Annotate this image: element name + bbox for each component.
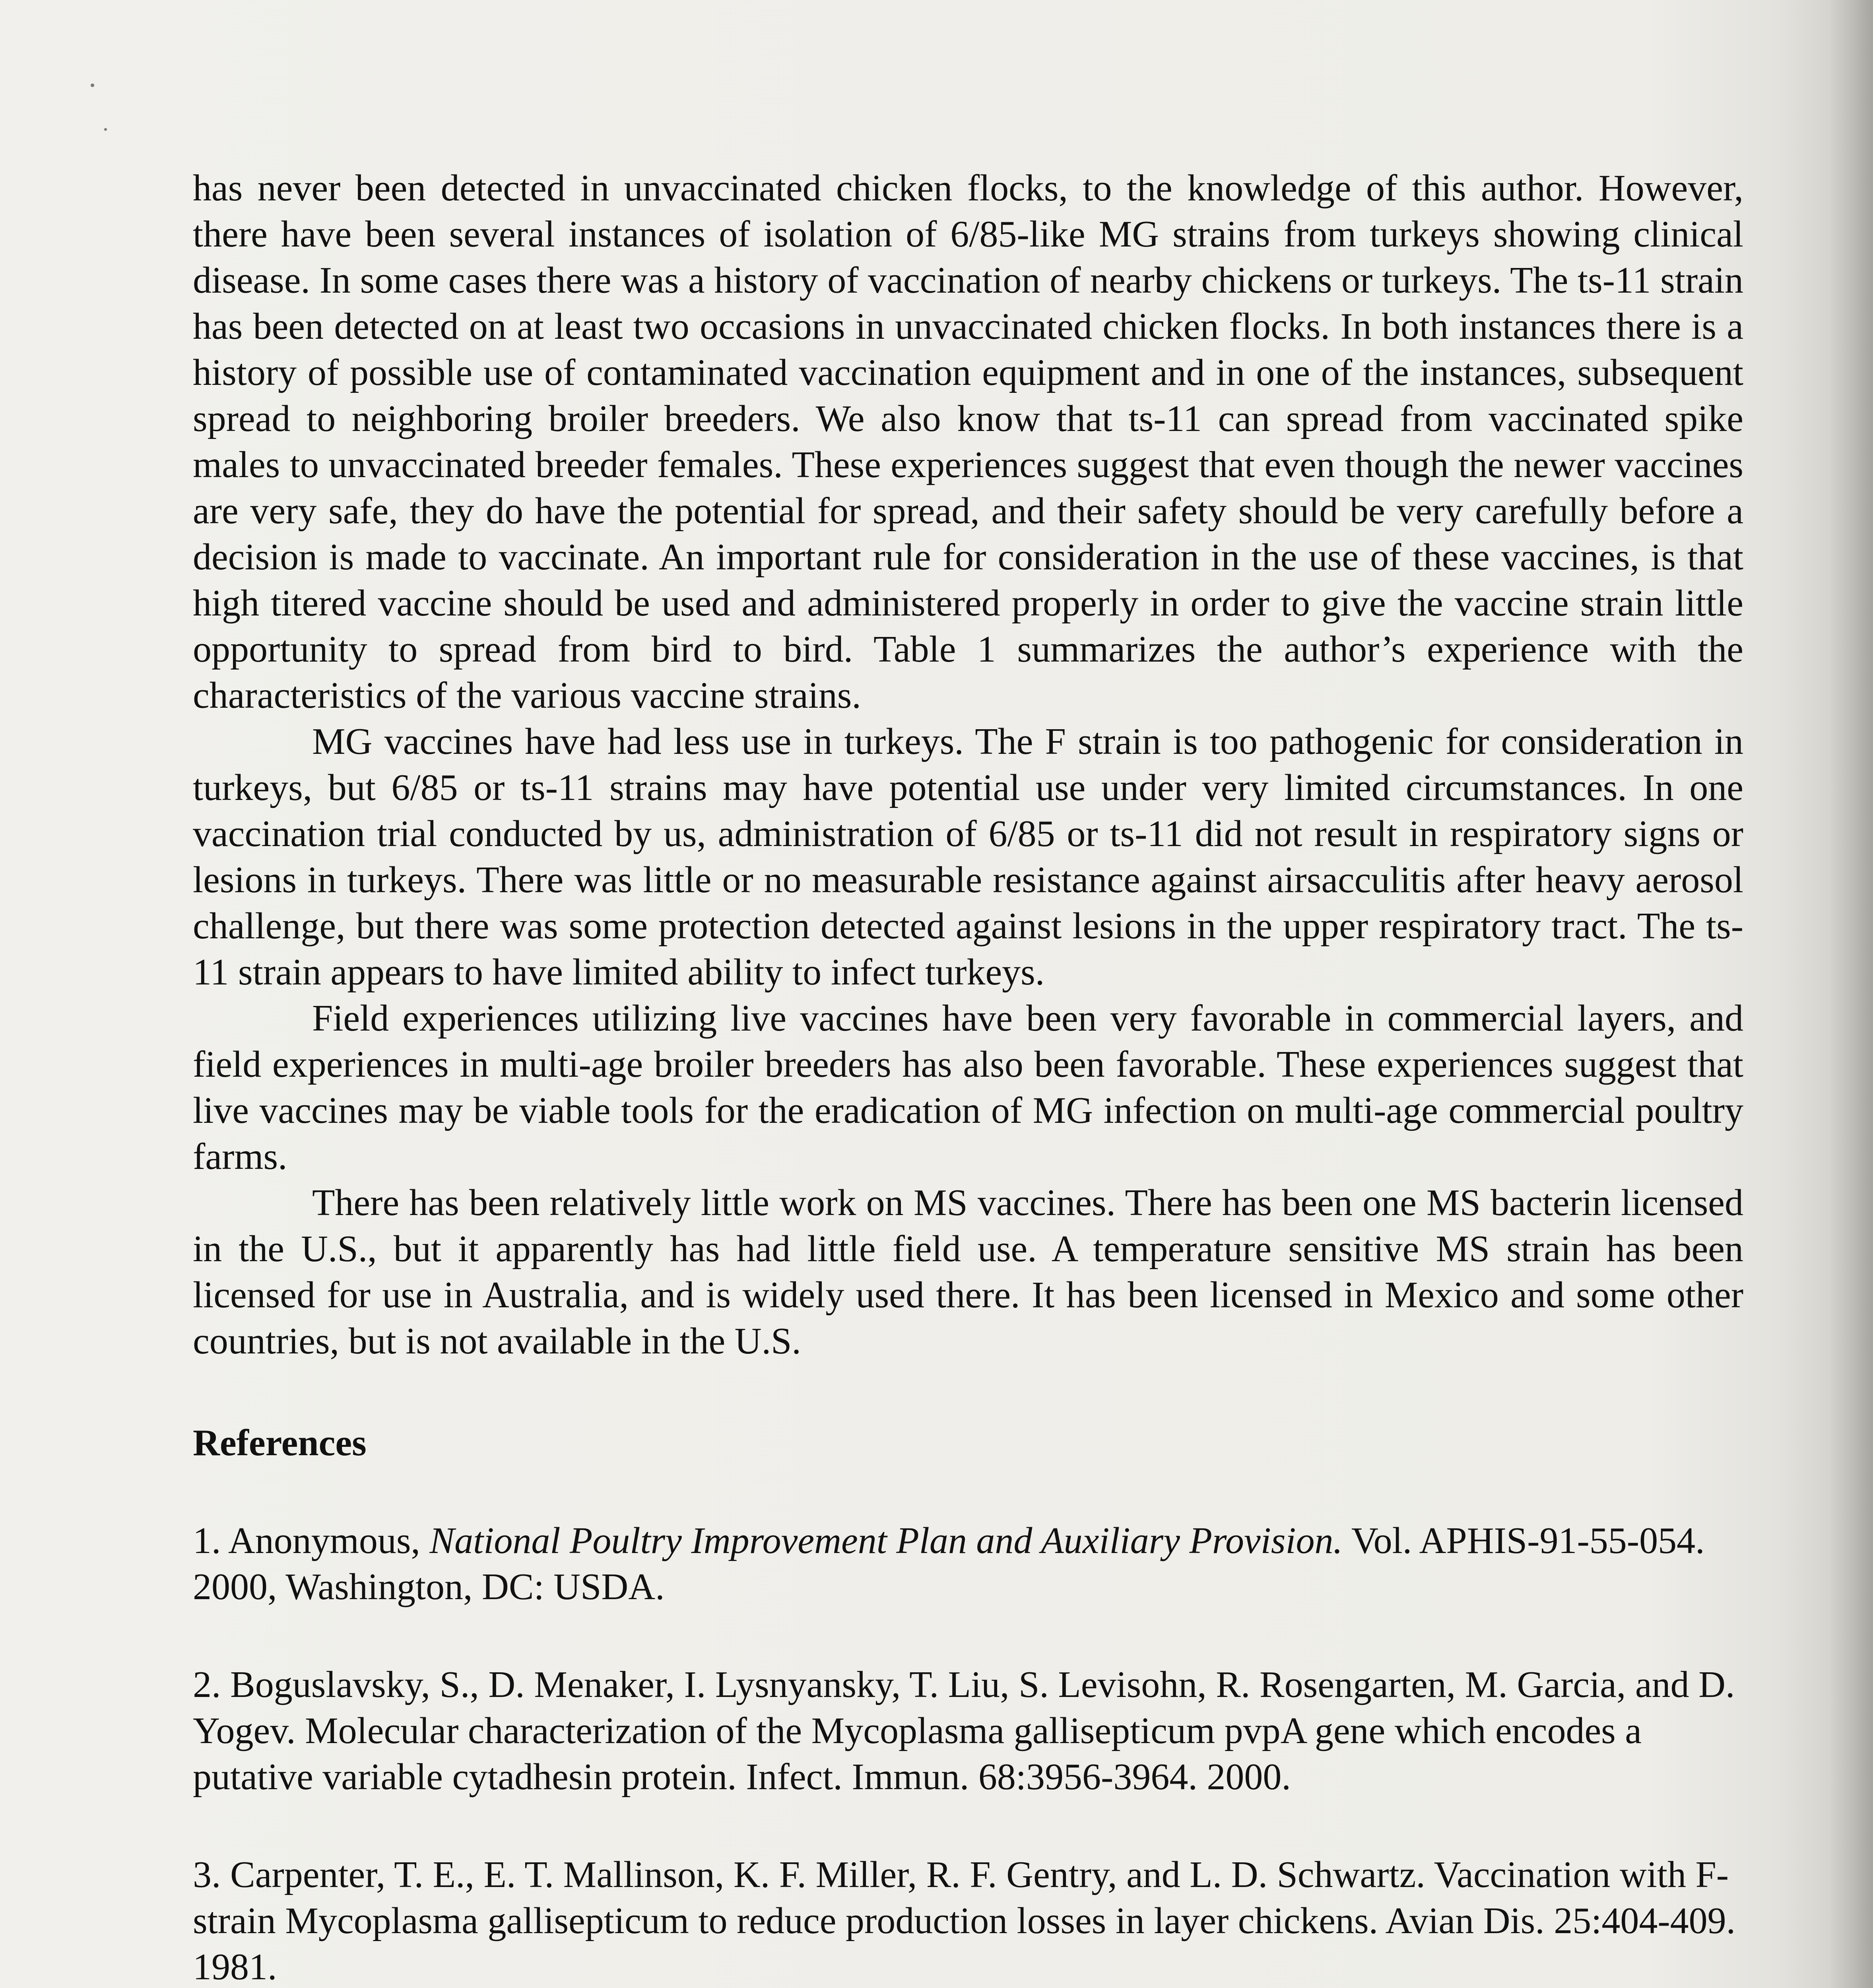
reference-3-text: 3. Carpenter, T. E., E. T. Mallinson, K. F. Miller, R. F. Gentry, and L. D. Schwartz. Vaccination with F-strain Mycoplasma gallisepticum to reduce production losses in layer chickens. Avian Dis. 25:404-409. 1981.	[193, 1854, 1736, 1988]
body-paragraph-3: Field experiences utilizing live vaccines have been very favorable in commercial layers, and field experiences in multi-age broiler breeders has also been favorable. These experiences suggest that live vaccines may be viable tools for the eradication of MG infection on multi-age commercial poultry farms.	[193, 998, 1743, 1177]
reference-item-1	[193, 1518, 1743, 1610]
reference-1-authors: 1. Anonymous,	[193, 1520, 430, 1561]
document-body	[193, 165, 1743, 1988]
scan-speck	[91, 83, 94, 87]
reference-1-title: National Poultry Improvement Plan and Auxiliary Provision.	[429, 1520, 1343, 1561]
reference-1-details: Vol. APHIS-91-55-054. 2000, Washington, DC: USDA.	[193, 1520, 1705, 1607]
page-edge-shadow	[1829, 0, 1873, 1988]
scan-speck	[104, 128, 107, 131]
body-paragraph-4: There has been relatively little work on MS vaccines. There has been one MS bacterin licensed in the U.S., but it apparently has had little field use. A temperature sensitive MS strain has been licensed for use in Australia, and is widely used there. It has been licensed in Mexico and some other countries, but is not available in the U.S.	[193, 1182, 1743, 1362]
reference-item-2	[193, 1662, 1743, 1800]
body-paragraph-1: has never been detected in unvaccinated chicken flocks, to the knowledge of this author. However, there have been several instances of isolation of 6/85-like MG strains from turkeys showing clinical disease. In some cases there was a history of vaccination of nearby chickens or turkeys. The ts-11 strain has been detected on at least two occasions in unvaccinated chicken flocks. In both instances there is a history of possible use of contaminated vaccination equipment and in one of the instances, subsequent spread to neighboring broiler breeders. We also know that ts-11 can spread from vaccinated spike males to unvaccinated breeder females. These experiences suggest that even though the newer vaccines are very safe, they do have the potential for spread, and their safety should be very carefully before a decision is made to vaccinate. An important rule for consideration in the use of these vaccines, is that high titered vaccine should be used and administered properly in order to give the vaccine strain little opportunity to spread from bird to bird. Table 1 summarizes the author’s experience with the characteristics of the various vaccine strains.	[193, 167, 1743, 716]
reference-2-text: 2. Boguslavsky, S., D. Menaker, I. Lysnyansky, T. Liu, S. Levisohn, R. Rosengarten, M. Garcia, and D. Yogev. Molecular characterization of the Mycoplasma gallisepticum pvpA gene which encodes a putative variable cytadhesin protein. Infect. Immun. 68:3956-3964. 2000.	[193, 1664, 1735, 1798]
reference-item-3	[193, 1852, 1743, 1988]
body-paragraph-2: MG vaccines have had less use in turkeys. The F strain is too pathogenic for consideration in turkeys, but 6/85 or ts-11 strains may have potential use under very limited circumstances. In one vaccination trial conducted by us, administration of 6/85 or ts-11 did not result in respiratory signs or lesions in turkeys. There was little or no measurable resistance against airsacculitis after heavy aerosol challenge, but there was some protection detected against lesions in the upper respiratory tract. The ts-11 strain appears to have limited ability to infect turkeys.	[193, 721, 1743, 993]
references-heading: References	[193, 1422, 367, 1464]
